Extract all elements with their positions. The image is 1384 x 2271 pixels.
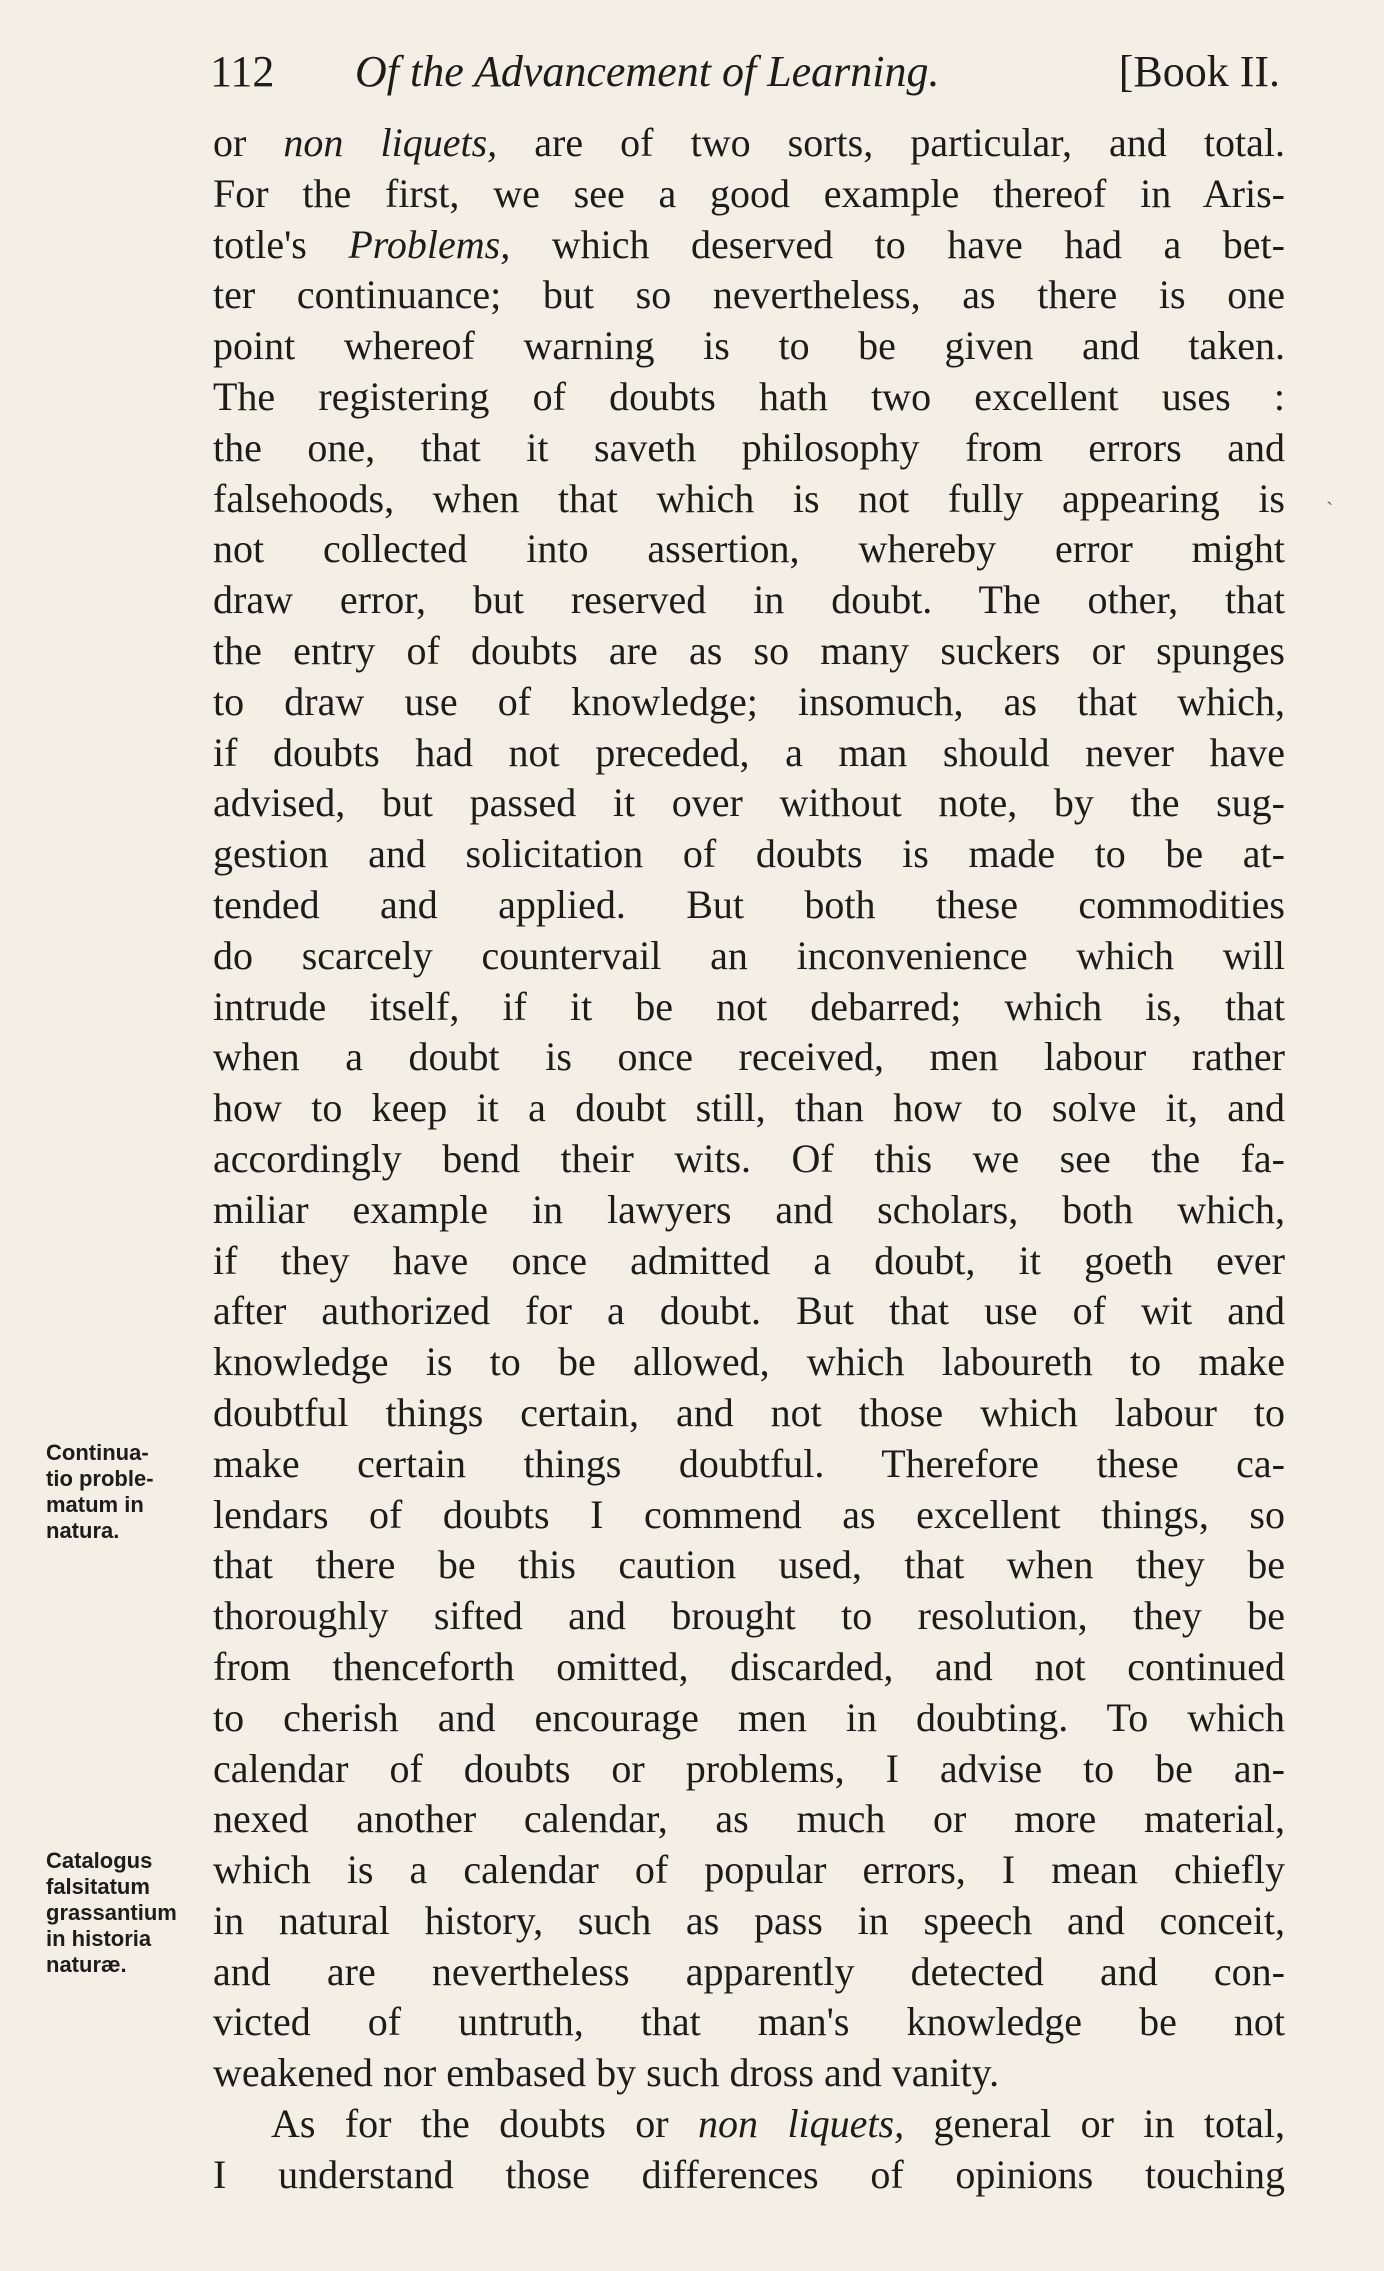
text-line: nexed another calendar, as much or more material,: [213, 1796, 1285, 1842]
text-line: doubtful things certain, and not those which labour to: [213, 1389, 1285, 1435]
text-line: point whereof warning is to be given and taken.: [213, 323, 1285, 369]
text-line: not collected into assertion, whereby error might: [213, 526, 1285, 572]
text-line: ter continuance; but so nevertheless, as there is one: [213, 272, 1285, 318]
text-line: if doubts had not preceded, a man should never have: [213, 729, 1285, 775]
text-line: if they have once admitted a doubt, it goeth ever: [213, 1237, 1285, 1283]
margin-note-line: Catalogus: [46, 1848, 153, 1873]
text-line: calendar of doubts or problems, I advise to be an-: [213, 1745, 1285, 1791]
text-line: I understand those differences of opinions touching: [213, 2151, 1285, 2197]
text-line: knowledge is to be allowed, which laboureth to make: [213, 1339, 1285, 1385]
text-line: which is a calendar of popular errors, I mean chiefly: [213, 1847, 1285, 1893]
margin-note-line: Continua-: [46, 1440, 149, 1465]
text-line: in natural history, such as pass in speech and conceit,: [213, 1897, 1285, 1943]
text-line: thoroughly sifted and brought to resolution, they be: [213, 1593, 1285, 1639]
running-header: [210, 42, 1280, 102]
text-line: gestion and solicitation of doubts is made to be at-: [213, 831, 1285, 877]
page-number: 112: [210, 47, 275, 96]
text-line: falsehoods, when that which is not fully appearing is: [213, 475, 1285, 521]
text-line: when a doubt is once received, men labour rather: [213, 1034, 1285, 1080]
text-line: do scarcely countervail an inconvenience which will: [213, 932, 1285, 978]
text-line: the entry of doubts are as so many suckers or spunges: [213, 627, 1285, 673]
margin-note-line: falsitatum: [46, 1874, 150, 1899]
text-line: to cherish and encourage men in doubting. To which: [213, 1694, 1285, 1740]
text-line: victed of untruth, that man's knowledge be not: [213, 1999, 1285, 2045]
text-line: The registering of doubts hath two excellent uses :: [213, 373, 1285, 419]
text-line: the one, that it saveth philosophy from errors and: [213, 424, 1285, 470]
text-line: from thenceforth omitted, discarded, and not continued: [213, 1643, 1285, 1689]
text-line: tended and applied. But both these commodities: [213, 881, 1285, 927]
margin-note-line: in historia: [46, 1926, 152, 1951]
text-line: draw error, but reserved in doubt. The other, that: [213, 577, 1285, 623]
margin-note-line: grassantium: [46, 1900, 177, 1925]
margin-note-line: tio proble-: [46, 1466, 154, 1491]
text-line: that there be this caution used, that when they be: [213, 1542, 1285, 1588]
text-line: totle's Problems, which deserved to have had a bet-: [213, 221, 1285, 267]
text-line: to draw use of knowledge; insomuch, as that which,: [213, 678, 1285, 724]
body-text: [213, 118, 1285, 2201]
margin-note-continuatio: [46, 1440, 206, 1544]
text-line: after authorized for a doubt. But that use of wit and: [213, 1288, 1285, 1334]
book-label: [Book II.: [1118, 47, 1280, 96]
margin-note-catalogus: [46, 1848, 206, 1978]
stray-ink-mark: ˎ: [1326, 480, 1334, 505]
text-line: make certain things doubtful. Therefore these ca-: [213, 1440, 1285, 1486]
margin-note-line: natura.: [46, 1518, 120, 1543]
text-line: miliar example in lawyers and scholars, both which,: [213, 1186, 1285, 1232]
text-line: how to keep it a doubt still, than how to solve it, and: [213, 1085, 1285, 1131]
margin-note-line: naturæ.: [46, 1952, 127, 1977]
text-line: accordingly bend their wits. Of this we see the fa-: [213, 1135, 1285, 1181]
margin-note-line: matum in: [46, 1492, 144, 1517]
running-title: Of the Advancement of Learning.: [355, 47, 940, 96]
text-line: and are nevertheless apparently detected and con-: [213, 1948, 1285, 1994]
text-line: intrude itself, if it be not debarred; which is, that: [213, 983, 1285, 1029]
text-line: As for the doubts or non liquets, general or in total,: [271, 2101, 1285, 2147]
text-line: lendars of doubts I commend as excellent things, so: [213, 1491, 1285, 1537]
text-line: advised, but passed it over without note, by the sug-: [213, 780, 1285, 826]
text-line: weakened nor embased by such dross and vanity.: [213, 2050, 1000, 2096]
text-line: or non liquets, are of two sorts, particular, and total.: [213, 120, 1285, 165]
text-line: For the first, we see a good example thereof in Aris-: [213, 170, 1285, 216]
